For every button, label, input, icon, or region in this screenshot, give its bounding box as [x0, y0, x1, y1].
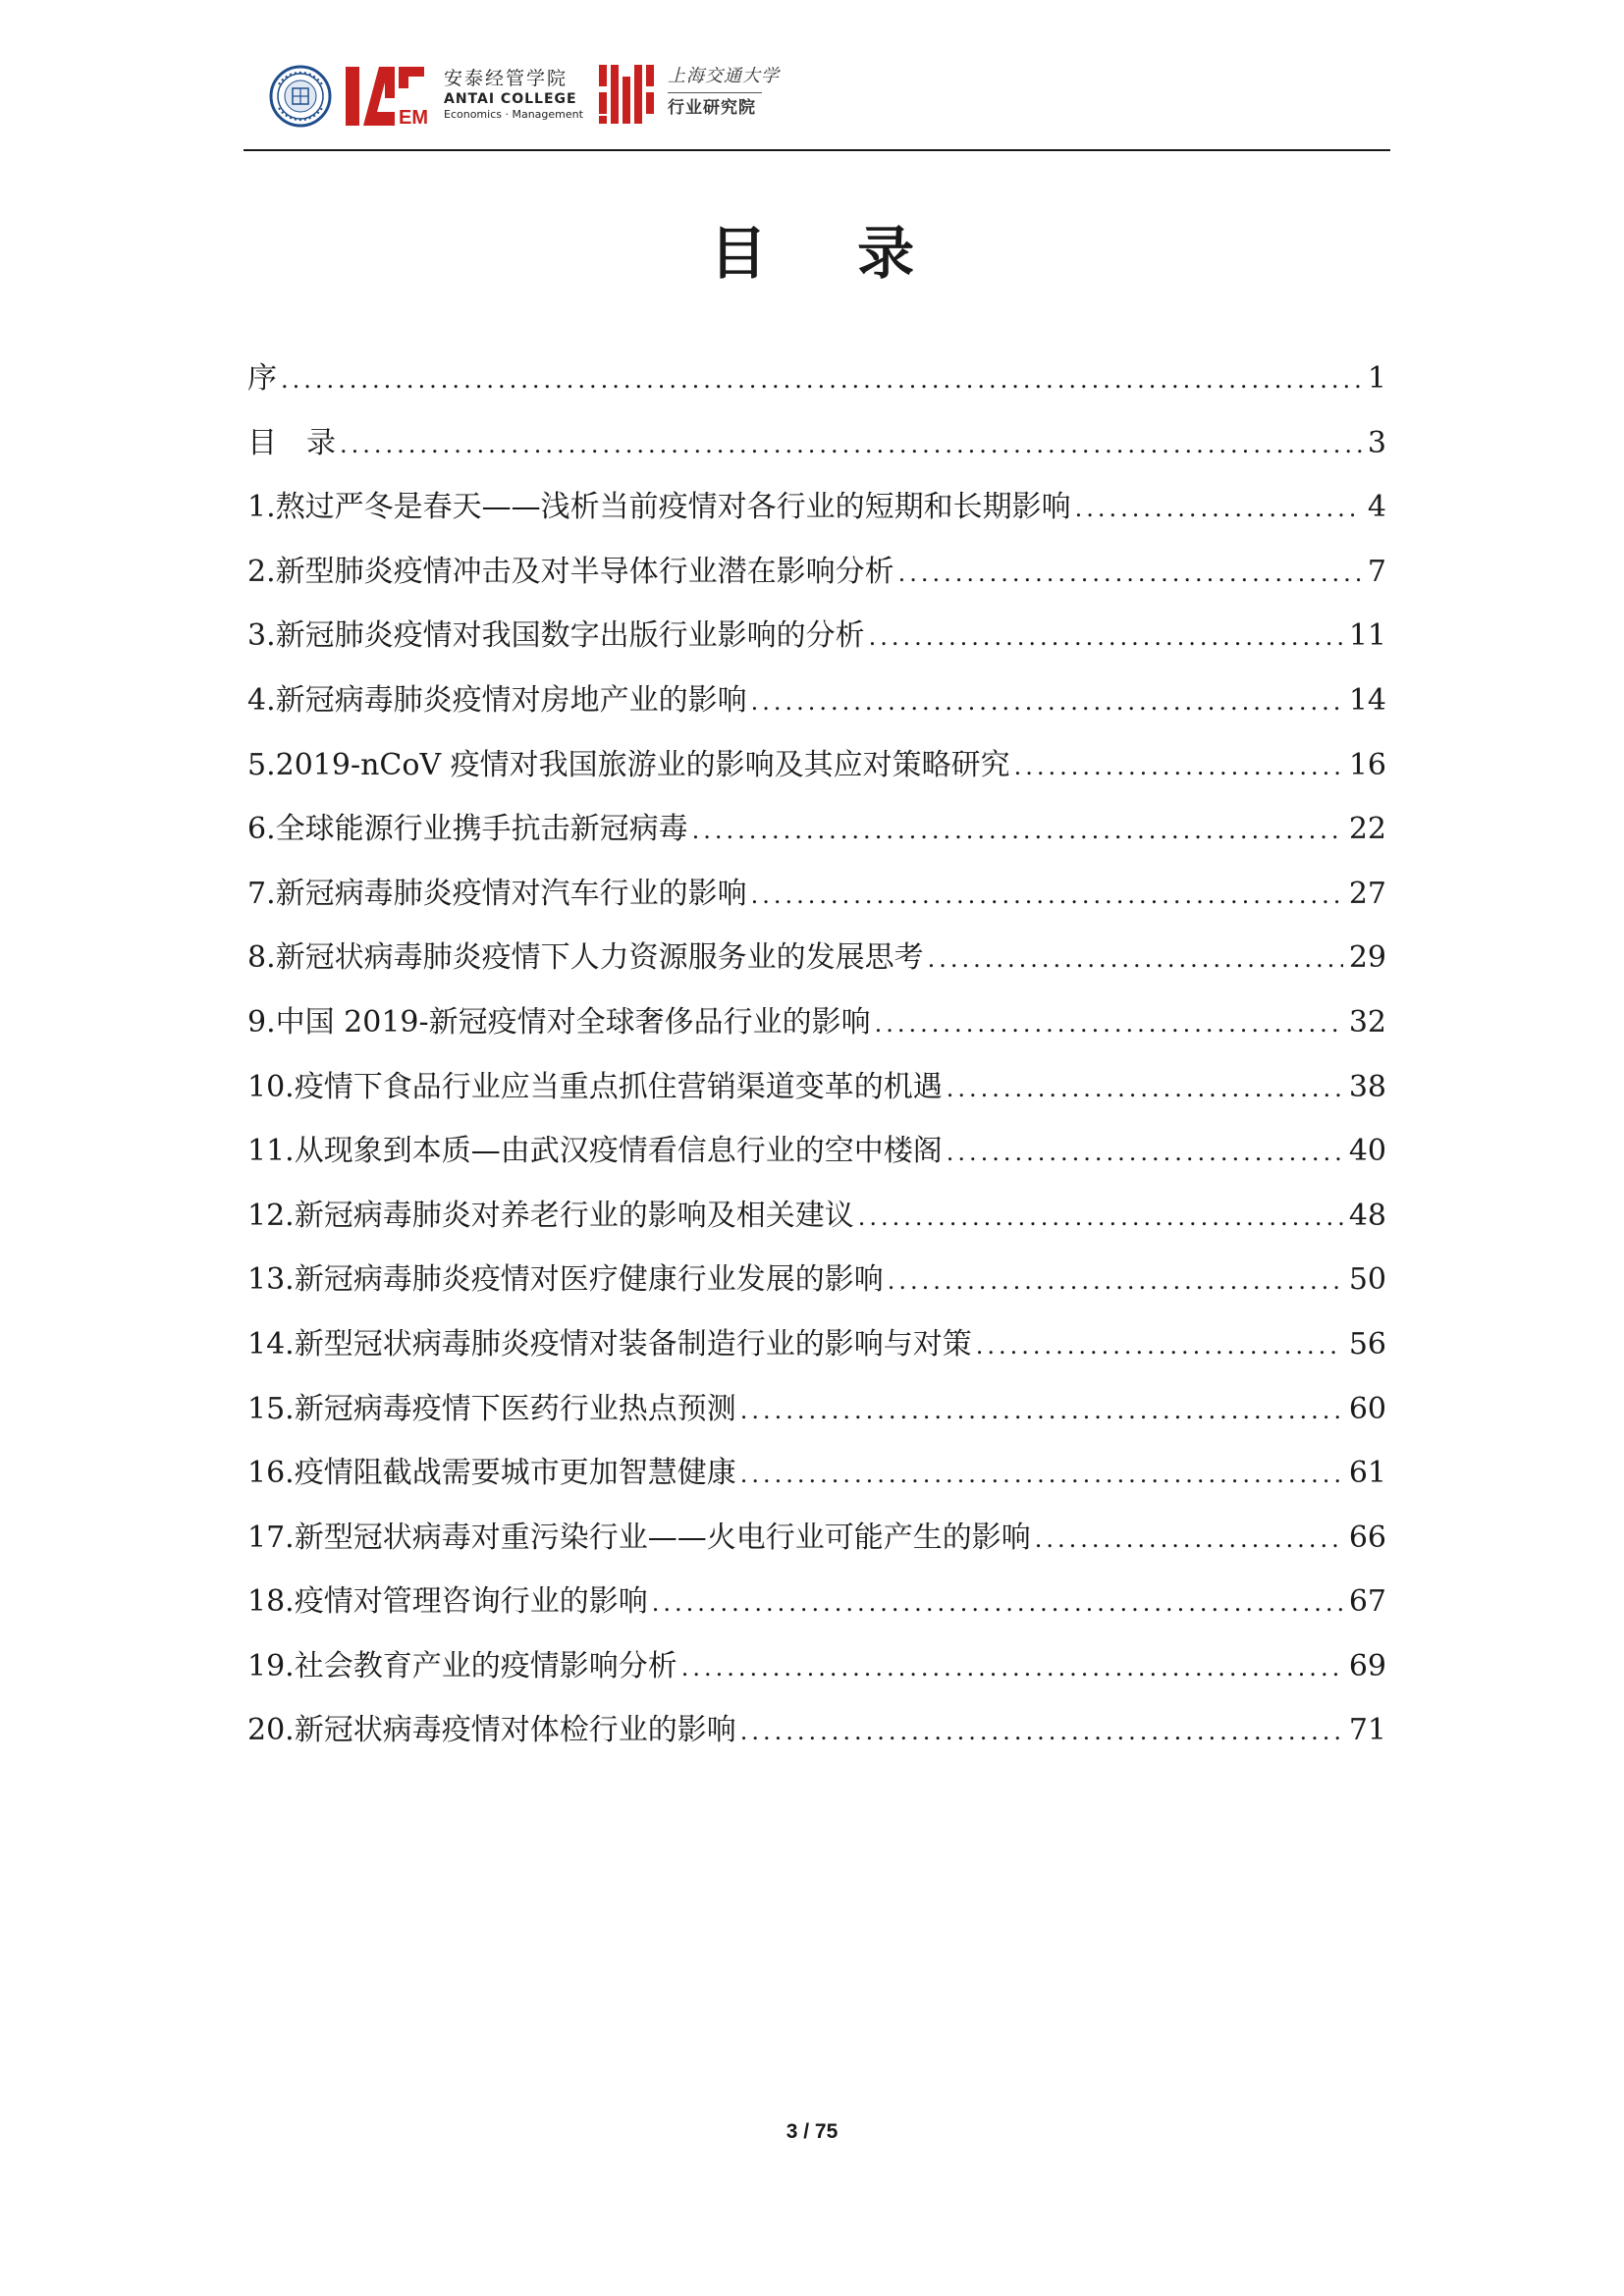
toc-entry[interactable]: [247, 1126, 1386, 1191]
sjtu-institute-wordmark: [668, 63, 785, 119]
toc-entry-title[interactable]: 18.疫情对管理咨询行业的影响: [247, 1584, 648, 1620]
toc-entry-page[interactable]: 69: [1348, 1648, 1386, 1683]
toc-dot-leader: [751, 676, 1343, 727]
toc-entry-page[interactable]: 7: [1367, 554, 1386, 589]
toc-entry-page[interactable]: 66: [1348, 1520, 1386, 1555]
toc-entry-title[interactable]: 15.新冠病毒疫情下医药行业热点预测: [247, 1391, 736, 1426]
toc-entry[interactable]: [247, 933, 1386, 997]
toc-dot-leader: [740, 1385, 1343, 1436]
toc-entry[interactable]: [247, 482, 1386, 547]
toc-entry-title[interactable]: 3.新冠肺炎疫情对我国数字出版行业影响的分析: [247, 618, 865, 654]
toc-entry-page[interactable]: 67: [1348, 1584, 1386, 1620]
toc-entry[interactable]: [247, 740, 1386, 805]
toc-entry[interactable]: [247, 675, 1386, 740]
toc-entry[interactable]: [247, 1191, 1386, 1255]
toc-entry-title[interactable]: 9.中国 2019-新冠疫情对全球奢侈品行业的影响: [247, 1004, 871, 1040]
toc-dot-leader: [740, 1706, 1343, 1757]
toc-entry-page[interactable]: 3: [1367, 425, 1386, 460]
toc-dot-leader: [869, 612, 1343, 663]
toc-entry-page[interactable]: 27: [1348, 876, 1386, 911]
antai-subtitle: Economics · Management: [444, 108, 583, 121]
toc-entry-page[interactable]: 50: [1348, 1262, 1386, 1298]
toc-entry[interactable]: [247, 1705, 1386, 1770]
toc-dot-leader: [340, 419, 1362, 470]
antai-college-wordmark: [444, 67, 601, 122]
toc-entry-page[interactable]: 38: [1348, 1069, 1386, 1104]
toc-entry-title[interactable]: 11.从现象到本质—由武汉疫情看信息行业的空中楼阁: [247, 1134, 943, 1169]
svg-text:EM: EM: [399, 107, 428, 126]
toc-entry-title[interactable]: 20.新冠状病毒疫情对体检行业的影响: [247, 1713, 736, 1748]
toc-dot-leader: [928, 934, 1343, 985]
toc-entry[interactable]: [247, 1448, 1386, 1513]
toc-dot-leader: [947, 1063, 1343, 1114]
toc-entry-page[interactable]: 11: [1348, 618, 1386, 654]
page-number: 3 / 75: [785, 2120, 839, 2143]
page-header: [244, 55, 1390, 153]
toc-dot-leader: [652, 1577, 1343, 1629]
toc-entry-page[interactable]: 4: [1367, 490, 1386, 525]
toc-entry-page[interactable]: 61: [1348, 1456, 1386, 1491]
toc-dot-leader: [692, 805, 1343, 856]
toc-entry-title[interactable]: 19.社会教育产业的疫情影响分析: [247, 1648, 677, 1683]
toc-entry-page[interactable]: 32: [1348, 1004, 1386, 1040]
toc-entry-title[interactable]: 8.新冠状病毒肺炎疫情下人力资源服务业的发展思考: [247, 940, 924, 976]
toc-dot-leader: [281, 354, 1362, 405]
toc-entry[interactable]: [247, 547, 1386, 612]
institute-name: 行业研究院: [668, 98, 756, 118]
toc-entry[interactable]: [247, 611, 1386, 675]
antai-english-name: ANTAI COLLEGE: [444, 91, 577, 107]
sjtu-script-name: 上海交通大学: [668, 66, 780, 86]
toc-entry-title[interactable]: 10.疫情下食品行业应当重点抓住营销渠道变革的机遇: [247, 1069, 943, 1104]
toc-entry-title[interactable]: 5.2019-nCoV 疫情对我国旅游业的影响及其应对策略研究: [247, 747, 1010, 782]
toc-dot-leader: [1075, 483, 1362, 534]
toc-entry-page[interactable]: 22: [1348, 812, 1386, 847]
toc-entry-title[interactable]: 14.新型冠状病毒肺炎疫情对装备制造行业的影响与对策: [247, 1326, 972, 1362]
toc-dot-leader: [1035, 1514, 1343, 1565]
toc-entry-page[interactable]: 71: [1348, 1713, 1386, 1748]
header-divider: [244, 149, 1390, 151]
toc-dot-leader: [751, 870, 1343, 921]
toc-entry[interactable]: [247, 1641, 1386, 1706]
toc-entry[interactable]: [247, 353, 1386, 418]
toc-entry[interactable]: [247, 804, 1386, 869]
toc-entry[interactable]: [247, 1319, 1386, 1384]
toc-dot-leader: [681, 1642, 1343, 1693]
toc-entry[interactable]: [247, 1513, 1386, 1577]
industry-institute-logo-icon: [599, 63, 656, 126]
toc-entry[interactable]: [247, 1576, 1386, 1641]
toc-entry[interactable]: [247, 869, 1386, 934]
toc-entry-page[interactable]: 40: [1348, 1134, 1386, 1169]
toc-entry-page[interactable]: 56: [1348, 1326, 1386, 1362]
toc-entry-title[interactable]: 1.熬过严冬是春天——浅析当前疫情对各行业的短期和长期影响: [247, 490, 1071, 525]
page-title: 目 录: [709, 220, 950, 287]
toc-entry-page[interactable]: 29: [1348, 940, 1386, 976]
toc-entry[interactable]: [247, 1384, 1386, 1449]
toc-entry-title[interactable]: 目 录: [247, 425, 336, 460]
toc-entry-title[interactable]: 13.新冠病毒肺炎疫情对医疗健康行业发展的影响: [247, 1262, 884, 1298]
toc-entry-title[interactable]: 序: [247, 361, 277, 396]
toc-entry-title[interactable]: 12.新冠病毒肺炎对养老行业的影响及相关建议: [247, 1198, 854, 1233]
toc-entry-page[interactable]: 16: [1348, 747, 1386, 782]
toc-entry-page[interactable]: 14: [1348, 682, 1386, 718]
table-of-contents: [247, 353, 1386, 1770]
toc-entry-title[interactable]: 17.新型冠状病毒对重污染行业——火电行业可能产生的影响: [247, 1520, 1031, 1555]
toc-entry[interactable]: [247, 1255, 1386, 1319]
toc-entry-title[interactable]: 4.新冠病毒肺炎疫情对房地产业的影响: [247, 682, 747, 718]
toc-entry[interactable]: [247, 997, 1386, 1062]
toc-entry-page[interactable]: 1: [1367, 361, 1386, 396]
toc-dot-leader: [740, 1449, 1343, 1500]
toc-dot-leader: [976, 1320, 1343, 1371]
toc-dot-leader: [888, 1255, 1343, 1307]
toc-dot-leader: [1014, 741, 1343, 792]
toc-entry-title[interactable]: 6.全球能源行业携手抗击新冠病毒: [247, 812, 688, 847]
toc-entry-page[interactable]: 48: [1348, 1198, 1386, 1233]
toc-entry-title[interactable]: 7.新冠病毒肺炎疫情对汽车行业的影响: [247, 876, 747, 911]
toc-entry-page[interactable]: 60: [1348, 1391, 1386, 1426]
toc-dot-leader: [947, 1127, 1343, 1178]
university-seal-icon: [269, 65, 332, 128]
toc-entry[interactable]: [247, 418, 1386, 483]
toc-dot-leader: [898, 548, 1362, 599]
toc-dot-leader: [858, 1192, 1343, 1243]
antai-chinese-name: 安泰经管学院: [444, 68, 568, 89]
toc-entry-title[interactable]: 16.疫情阻截战需要城市更加智慧健康: [247, 1456, 736, 1491]
wordmark-divider: [668, 92, 762, 93]
toc-entry[interactable]: [247, 1062, 1386, 1127]
acem-logo-icon: [346, 63, 436, 126]
toc-entry-title[interactable]: 2.新型肺炎疫情冲击及对半导体行业潜在影响分析: [247, 554, 894, 589]
toc-dot-leader: [875, 998, 1343, 1049]
